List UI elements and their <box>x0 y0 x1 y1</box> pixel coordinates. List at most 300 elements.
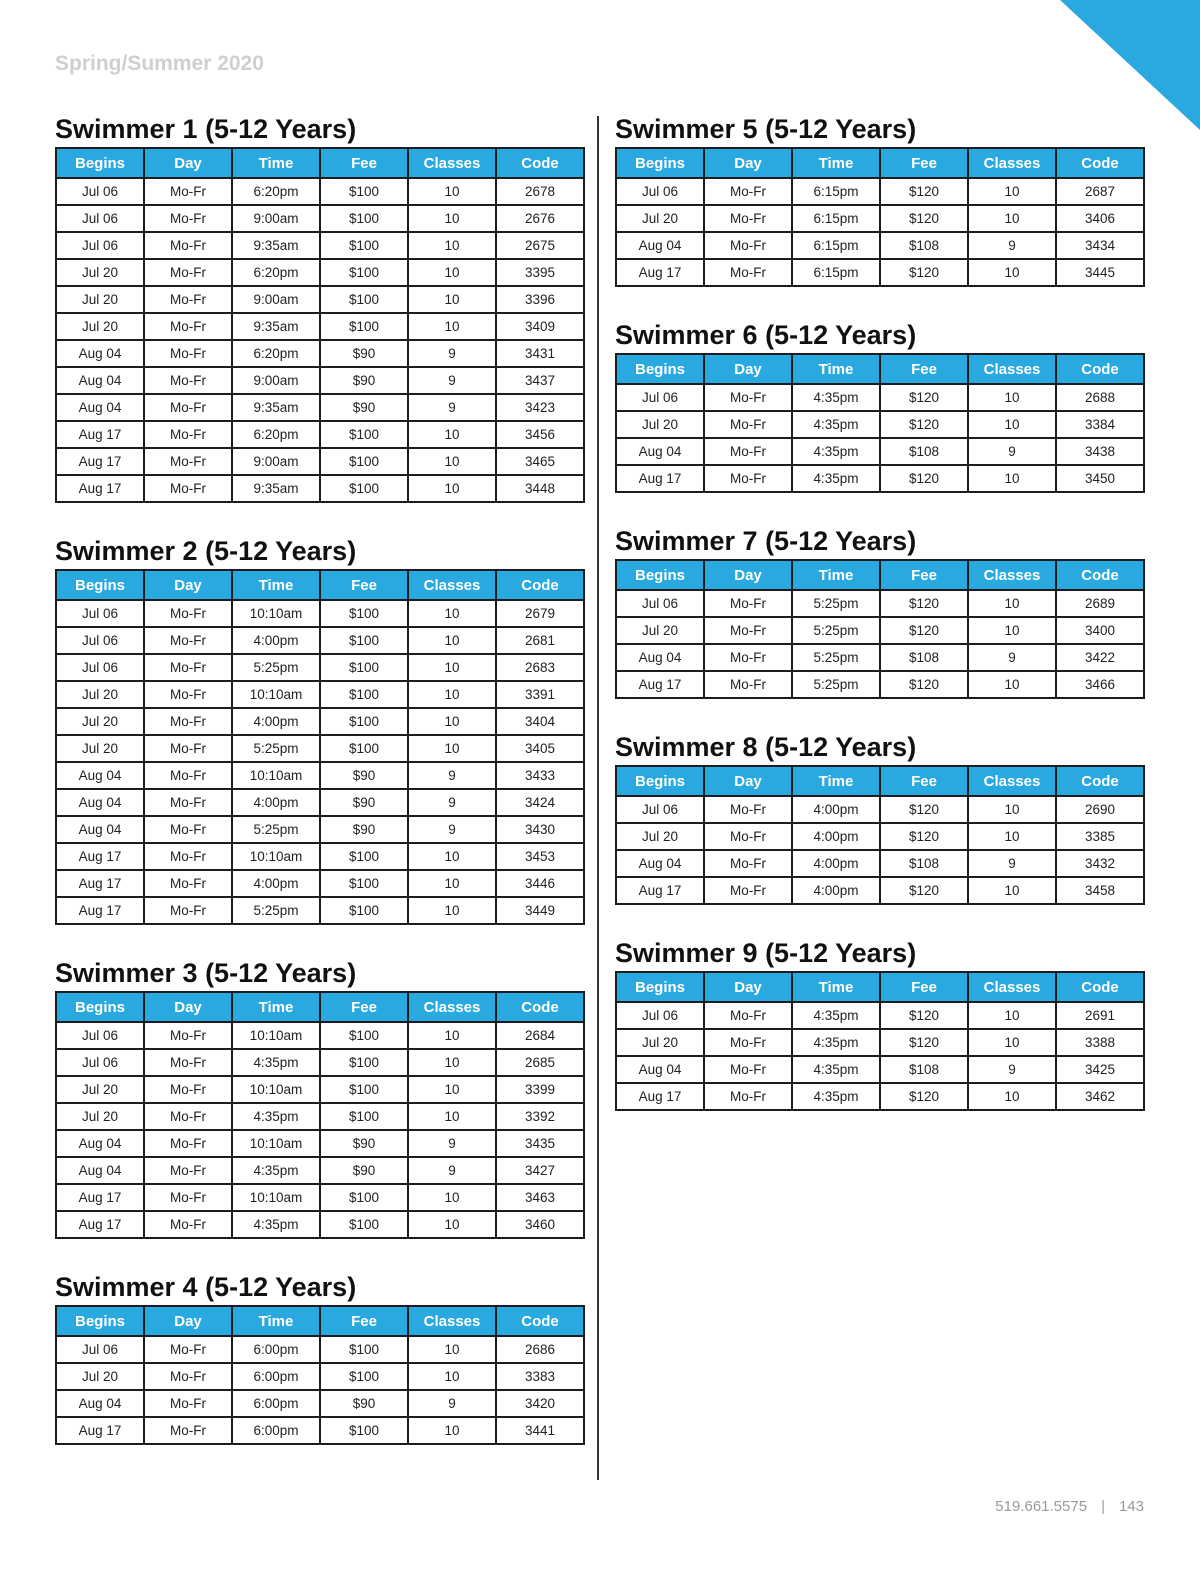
table-cell: 4:35pm <box>232 1103 320 1130</box>
table-cell: Jul 06 <box>56 1049 144 1076</box>
table-cell: 5:25pm <box>792 617 880 644</box>
column-header: Begins <box>56 570 144 600</box>
table-cell: 9 <box>408 1130 496 1157</box>
table-cell: 10 <box>968 671 1056 698</box>
table-row <box>616 411 1144 438</box>
column-header: Code <box>1056 354 1144 384</box>
table-cell: Aug 04 <box>56 394 144 421</box>
table-cell: Aug 04 <box>56 816 144 843</box>
column-header: Fee <box>880 766 968 796</box>
table-cell: $100 <box>320 1417 408 1444</box>
table-cell: 10 <box>408 1184 496 1211</box>
table-cell: 10 <box>408 735 496 762</box>
table-cell: 10 <box>408 627 496 654</box>
table-cell: Mo-Fr <box>704 438 792 465</box>
table-cell: 4:35pm <box>792 1056 880 1083</box>
table-cell: Mo-Fr <box>704 796 792 823</box>
table-cell: Jul 20 <box>616 1029 704 1056</box>
table-cell: Aug 17 <box>56 897 144 924</box>
table-cell: $100 <box>320 1211 408 1238</box>
table-cell: 10 <box>408 421 496 448</box>
schedule-section <box>615 113 1145 287</box>
table-cell: 5:25pm <box>792 590 880 617</box>
column-header: Day <box>144 570 232 600</box>
table-row <box>616 1083 1144 1110</box>
table-cell: 3466 <box>1056 671 1144 698</box>
table-cell: Mo-Fr <box>704 465 792 492</box>
column-header: Fee <box>880 354 968 384</box>
table-cell: Aug 17 <box>616 877 704 904</box>
table-cell: 10 <box>408 1417 496 1444</box>
table-cell: $120 <box>880 1002 968 1029</box>
table-header-row <box>616 766 1144 796</box>
table-cell: $100 <box>320 897 408 924</box>
column-header: Day <box>704 148 792 178</box>
table-cell: 3465 <box>496 448 584 475</box>
table-cell: Jul 06 <box>56 232 144 259</box>
table-row <box>616 1029 1144 1056</box>
table-cell: Mo-Fr <box>704 823 792 850</box>
table-cell: 3449 <box>496 897 584 924</box>
table-cell: $90 <box>320 1130 408 1157</box>
section-title: Swimmer 5 (5-12 Years) <box>615 114 917 144</box>
table-row <box>56 367 584 394</box>
table-cell: 3427 <box>496 1157 584 1184</box>
column-header: Begins <box>616 148 704 178</box>
column-header: Classes <box>968 972 1056 1002</box>
table-row <box>616 671 1144 698</box>
column-header: Classes <box>968 766 1056 796</box>
table-cell: $100 <box>320 1363 408 1390</box>
table-cell: 9:00am <box>232 448 320 475</box>
table-cell: 10 <box>408 1211 496 1238</box>
schedule-table <box>615 765 1145 905</box>
table-cell: Aug 04 <box>616 644 704 671</box>
table-cell: 6:15pm <box>792 259 880 286</box>
column-header: Fee <box>880 148 968 178</box>
table-cell: $90 <box>320 1157 408 1184</box>
column-header: Classes <box>408 148 496 178</box>
column-header: Fee <box>320 148 408 178</box>
table-cell: 10 <box>408 286 496 313</box>
table-cell: 10:10am <box>232 600 320 627</box>
right-column <box>615 113 1145 1111</box>
table-cell: $100 <box>320 421 408 448</box>
table-cell: 2684 <box>496 1022 584 1049</box>
table-cell: 9 <box>408 340 496 367</box>
table-row <box>616 259 1144 286</box>
table-cell: 9:35am <box>232 475 320 502</box>
table-cell: 3450 <box>1056 465 1144 492</box>
table-cell: 10:10am <box>232 1076 320 1103</box>
column-header: Begins <box>616 766 704 796</box>
table-cell: 9 <box>408 789 496 816</box>
table-cell: 5:25pm <box>232 735 320 762</box>
table-cell: $100 <box>320 205 408 232</box>
table-cell: Jul 20 <box>56 681 144 708</box>
table-cell: Jul 20 <box>56 313 144 340</box>
table-header-row <box>616 148 1144 178</box>
column-header: Code <box>496 1306 584 1336</box>
table-cell: 10 <box>408 681 496 708</box>
column-header: Fee <box>880 560 968 590</box>
table-cell: 9 <box>408 762 496 789</box>
table-cell: Mo-Fr <box>144 843 232 870</box>
table-cell: Jul 06 <box>616 796 704 823</box>
column-divider <box>597 116 599 1480</box>
table-cell: Aug 04 <box>616 850 704 877</box>
table-row <box>616 877 1144 904</box>
column-header: Code <box>1056 766 1144 796</box>
table-cell: 2676 <box>496 205 584 232</box>
table-cell: Aug 17 <box>56 843 144 870</box>
section-title: Swimmer 9 (5-12 Years) <box>615 938 917 968</box>
table-row <box>616 205 1144 232</box>
table-cell: 10:10am <box>232 843 320 870</box>
table-cell: 6:20pm <box>232 178 320 205</box>
table-cell: Mo-Fr <box>704 1029 792 1056</box>
table-cell: 10 <box>408 843 496 870</box>
table-cell: $100 <box>320 313 408 340</box>
column-header: Code <box>496 992 584 1022</box>
table-row <box>56 340 584 367</box>
table-cell: Mo-Fr <box>144 1049 232 1076</box>
column-header: Time <box>792 560 880 590</box>
table-cell: Jul 20 <box>56 708 144 735</box>
table-cell: 10 <box>968 205 1056 232</box>
table-cell: $120 <box>880 465 968 492</box>
table-cell: 9:35am <box>232 313 320 340</box>
table-cell: 9 <box>968 644 1056 671</box>
table-cell: $120 <box>880 1083 968 1110</box>
table-cell: 3462 <box>1056 1083 1144 1110</box>
table-cell: 3431 <box>496 340 584 367</box>
table-cell: Mo-Fr <box>144 654 232 681</box>
column-header: Fee <box>320 1306 408 1336</box>
table-row <box>616 232 1144 259</box>
table-row <box>56 232 584 259</box>
table-row <box>56 1130 584 1157</box>
table-cell: 4:35pm <box>792 1002 880 1029</box>
table-cell: 5:25pm <box>232 654 320 681</box>
table-cell: 10:10am <box>232 1184 320 1211</box>
table-cell: $100 <box>320 654 408 681</box>
table-cell: 3456 <box>496 421 584 448</box>
table-cell: 3437 <box>496 367 584 394</box>
table-cell: 10 <box>408 1022 496 1049</box>
table-cell: 10 <box>408 475 496 502</box>
column-header: Day <box>144 992 232 1022</box>
table-row <box>56 286 584 313</box>
table-row <box>56 1076 584 1103</box>
table-cell: Aug 17 <box>56 1417 144 1444</box>
table-cell: 3445 <box>1056 259 1144 286</box>
table-row <box>56 897 584 924</box>
section-title: Swimmer 6 (5-12 Years) <box>615 320 917 350</box>
page-number: 143 <box>1118 1498 1144 1515</box>
table-cell: Jul 06 <box>56 205 144 232</box>
table-cell: 4:35pm <box>232 1049 320 1076</box>
corner-accent-triangle <box>1060 0 1200 130</box>
table-cell: Mo-Fr <box>704 590 792 617</box>
section-title: Swimmer 4 (5-12 Years) <box>55 1272 357 1302</box>
table-cell: 3388 <box>1056 1029 1144 1056</box>
table-row <box>56 654 584 681</box>
table-cell: 9:00am <box>232 286 320 313</box>
table-cell: 4:35pm <box>792 438 880 465</box>
table-cell: Jul 06 <box>56 654 144 681</box>
table-header-row <box>56 1306 584 1336</box>
table-cell: 10 <box>408 178 496 205</box>
table-row <box>56 1103 584 1130</box>
table-cell: 2681 <box>496 627 584 654</box>
table-cell: 10 <box>408 259 496 286</box>
table-cell: Mo-Fr <box>704 259 792 286</box>
table-cell: 10 <box>408 1363 496 1390</box>
table-cell: Jul 20 <box>56 259 144 286</box>
table-cell: 3409 <box>496 313 584 340</box>
table-row <box>56 870 584 897</box>
table-row <box>56 1049 584 1076</box>
table-cell: $90 <box>320 762 408 789</box>
table-cell: Mo-Fr <box>144 286 232 313</box>
table-cell: Aug 17 <box>56 870 144 897</box>
table-cell: Mo-Fr <box>144 205 232 232</box>
table-header-row <box>616 560 1144 590</box>
table-row <box>56 1390 584 1417</box>
table-cell: Jul 06 <box>56 178 144 205</box>
table-cell: 3448 <box>496 475 584 502</box>
table-cell: Mo-Fr <box>144 1157 232 1184</box>
table-cell: 10 <box>968 178 1056 205</box>
table-cell: 3438 <box>1056 438 1144 465</box>
table-cell: $90 <box>320 789 408 816</box>
table-cell: 10 <box>968 590 1056 617</box>
table-cell: Jul 06 <box>56 627 144 654</box>
table-cell: $120 <box>880 671 968 698</box>
table-row <box>56 762 584 789</box>
table-cell: 10:10am <box>232 681 320 708</box>
schedule-section <box>55 535 585 925</box>
page-footer <box>995 1498 1144 1515</box>
table-cell: Mo-Fr <box>704 1002 792 1029</box>
table-cell: Aug 17 <box>56 421 144 448</box>
table-cell: Mo-Fr <box>704 205 792 232</box>
table-cell: Mo-Fr <box>144 1130 232 1157</box>
column-header: Time <box>792 148 880 178</box>
table-cell: Mo-Fr <box>144 681 232 708</box>
column-header: Day <box>704 560 792 590</box>
table-cell: $100 <box>320 600 408 627</box>
table-row <box>56 627 584 654</box>
schedule-section <box>55 1271 585 1445</box>
table-cell: Mo-Fr <box>144 259 232 286</box>
left-column <box>55 113 585 1445</box>
table-header-row <box>56 570 584 600</box>
table-row <box>56 1363 584 1390</box>
schedule-table <box>615 971 1145 1111</box>
table-cell: 3433 <box>496 762 584 789</box>
column-header: Day <box>704 354 792 384</box>
table-cell: 3385 <box>1056 823 1144 850</box>
table-cell: Mo-Fr <box>144 232 232 259</box>
table-cell: Mo-Fr <box>144 708 232 735</box>
table-cell: 10:10am <box>232 1022 320 1049</box>
section-title: Swimmer 3 (5-12 Years) <box>55 958 357 988</box>
column-header: Day <box>704 766 792 796</box>
table-cell: 10 <box>968 259 1056 286</box>
table-cell: 3420 <box>496 1390 584 1417</box>
table-cell: Jul 06 <box>616 178 704 205</box>
table-cell: 2685 <box>496 1049 584 1076</box>
table-cell: Mo-Fr <box>144 897 232 924</box>
column-header: Begins <box>56 1306 144 1336</box>
table-cell: 9:00am <box>232 205 320 232</box>
table-cell: 10 <box>408 897 496 924</box>
table-cell: $100 <box>320 843 408 870</box>
table-cell: Mo-Fr <box>144 1363 232 1390</box>
table-cell: $90 <box>320 367 408 394</box>
column-header: Code <box>496 148 584 178</box>
column-header: Time <box>232 992 320 1022</box>
table-cell: $90 <box>320 1390 408 1417</box>
season-header: Spring/Summer 2020 <box>55 52 264 75</box>
table-row <box>616 850 1144 877</box>
table-cell: 6:15pm <box>792 232 880 259</box>
table-cell: Mo-Fr <box>704 850 792 877</box>
table-cell: $100 <box>320 475 408 502</box>
table-cell: 10 <box>408 600 496 627</box>
column-header: Begins <box>616 354 704 384</box>
table-cell: Mo-Fr <box>144 340 232 367</box>
table-row <box>56 735 584 762</box>
table-cell: Mo-Fr <box>144 1336 232 1363</box>
table-cell: Mo-Fr <box>704 877 792 904</box>
table-cell: 10 <box>968 1029 1056 1056</box>
table-cell: Jul 20 <box>56 286 144 313</box>
table-cell: Aug 17 <box>56 448 144 475</box>
table-row <box>56 1022 584 1049</box>
table-header-row <box>616 972 1144 1002</box>
table-row <box>56 708 584 735</box>
table-cell: 9 <box>408 1157 496 1184</box>
table-cell: $100 <box>320 1336 408 1363</box>
table-cell: Jul 20 <box>616 205 704 232</box>
table-cell: 3453 <box>496 843 584 870</box>
table-cell: 6:00pm <box>232 1336 320 1363</box>
table-cell: Mo-Fr <box>144 367 232 394</box>
table-cell: Mo-Fr <box>704 644 792 671</box>
section-title: Swimmer 1 (5-12 Years) <box>55 114 357 144</box>
table-cell: Mo-Fr <box>144 870 232 897</box>
table-cell: 10 <box>408 870 496 897</box>
table-cell: $100 <box>320 708 408 735</box>
table-cell: 2683 <box>496 654 584 681</box>
column-header: Time <box>232 570 320 600</box>
table-cell: $108 <box>880 850 968 877</box>
section-title: Swimmer 8 (5-12 Years) <box>615 732 917 762</box>
table-cell: 10 <box>408 708 496 735</box>
table-cell: Mo-Fr <box>704 384 792 411</box>
table-cell: Aug 04 <box>56 1157 144 1184</box>
table-cell: 6:00pm <box>232 1417 320 1444</box>
table-cell: Aug 17 <box>616 671 704 698</box>
table-cell: Jul 06 <box>616 590 704 617</box>
table-cell: 3441 <box>496 1417 584 1444</box>
table-row <box>616 590 1144 617</box>
table-cell: Jul 06 <box>616 1002 704 1029</box>
table-cell: 10 <box>968 1002 1056 1029</box>
table-cell: $120 <box>880 411 968 438</box>
table-cell: Jul 06 <box>56 1022 144 1049</box>
table-row <box>56 448 584 475</box>
table-cell: 2688 <box>1056 384 1144 411</box>
table-cell: 10 <box>408 654 496 681</box>
table-cell: Jul 20 <box>616 617 704 644</box>
table-cell: 4:00pm <box>232 627 320 654</box>
column-header: Code <box>1056 560 1144 590</box>
table-cell: Mo-Fr <box>144 1211 232 1238</box>
column-header: Day <box>704 972 792 1002</box>
table-row <box>56 600 584 627</box>
table-row <box>616 644 1144 671</box>
column-header: Time <box>792 354 880 384</box>
table-row <box>56 178 584 205</box>
table-cell: $100 <box>320 1184 408 1211</box>
table-row <box>616 384 1144 411</box>
table-cell: Aug 04 <box>56 762 144 789</box>
table-cell: Mo-Fr <box>144 313 232 340</box>
column-header: Time <box>232 148 320 178</box>
table-cell: Mo-Fr <box>144 762 232 789</box>
table-cell: 2689 <box>1056 590 1144 617</box>
table-row <box>56 313 584 340</box>
table-cell: 6:00pm <box>232 1390 320 1417</box>
table-row <box>616 617 1144 644</box>
table-cell: 6:20pm <box>232 259 320 286</box>
table-cell: Aug 17 <box>616 1083 704 1110</box>
table-cell: 4:00pm <box>792 796 880 823</box>
table-row <box>56 259 584 286</box>
table-cell: 6:00pm <box>232 1363 320 1390</box>
table-row <box>616 796 1144 823</box>
schedule-section <box>55 113 585 503</box>
table-cell: Aug 17 <box>616 465 704 492</box>
table-cell: Mo-Fr <box>144 1076 232 1103</box>
table-cell: Aug 04 <box>56 340 144 367</box>
table-cell: $100 <box>320 178 408 205</box>
table-cell: 5:25pm <box>232 897 320 924</box>
schedule-table <box>55 147 585 503</box>
table-cell: 6:20pm <box>232 340 320 367</box>
table-row <box>56 205 584 232</box>
table-cell: 6:20pm <box>232 421 320 448</box>
table-cell: 3395 <box>496 259 584 286</box>
table-cell: $120 <box>880 384 968 411</box>
table-cell: 5:25pm <box>792 644 880 671</box>
table-cell: 4:35pm <box>232 1211 320 1238</box>
phone-number: 519.661.5575 <box>995 1498 1088 1515</box>
table-header-row <box>616 354 1144 384</box>
table-cell: Mo-Fr <box>704 671 792 698</box>
column-header: Begins <box>56 992 144 1022</box>
table-cell: 6:15pm <box>792 205 880 232</box>
schedule-section <box>55 957 585 1239</box>
table-cell: $100 <box>320 286 408 313</box>
table-cell: 10 <box>968 465 1056 492</box>
table-cell: 10 <box>408 1049 496 1076</box>
table-cell: $120 <box>880 590 968 617</box>
